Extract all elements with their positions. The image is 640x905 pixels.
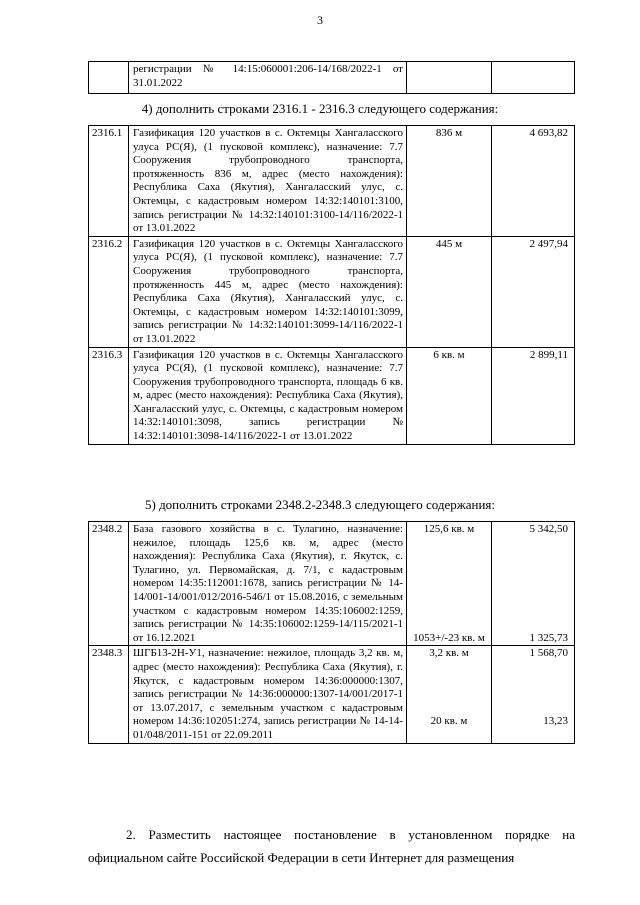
section-5-heading: 5) дополнить строками 2348.2-2348.3 следующего содержания: — [144, 497, 495, 512]
row-value-cell — [492, 522, 575, 646]
object-area: 125,6 кв. м — [423, 523, 475, 535]
land-plot-description: с кадастровым номером 14:35:106002:1259, запись регистрации № 14:35:106002:1259-14/115/2021-1 от 16.12.2021 — [133, 604, 404, 644]
row-number-cell: 2348.2 — [89, 522, 129, 646]
row-quantity-cell — [407, 62, 492, 94]
land-plot-area: 1053+/-23 кв. м — [413, 631, 485, 644]
land-plot-value: 1 325,73 — [529, 631, 568, 644]
row-description-cell: Газификация 120 участков в с. Октемцы Хангаласского улуса РС(Я), (1 пусковой комплекс), назначение: 7.7 Сооружения трубопроводного транспорта, площадь 6 кв. м, адрес (место нахождения): Республика Саха (Якутия), Хангаласский улус, с. Октемцы, с кадастровым номером 14:32:140101:3098, запись регистрации № 14:32:140101:3098-14/116/2022-1 от 13.01.2022 — [129, 347, 407, 444]
page-number: 3 — [317, 13, 323, 27]
section-4-heading: 4) дополнить строками 2316.1 - 2316.3 следующего содержания: — [141, 101, 499, 116]
table-row — [89, 522, 575, 646]
table-row — [89, 347, 575, 444]
row-number-cell: 2316.1 — [89, 126, 129, 237]
row-number-cell — [89, 62, 129, 94]
row-quantity-cell: 6 кв. м — [407, 347, 492, 444]
object-value: 5 342,50 — [529, 523, 568, 535]
row-description-cell: Газификация 120 участков в с. Октемцы Хангаласского улуса РС(Я), (1 пусковой комплекс), назначение: 7.7 Сооружения трубопроводного транспорта, протяженность 445 м, адрес (место нахождения): Республика Саха (Якутия), Хангаласский улус, с. Октемцы, с кадастровым номером 14:32:140101:3099, запись регистрации № 14:32:140101:3099-14/116/2022-1 от 13.01.2022 — [129, 236, 407, 347]
table-row — [89, 126, 575, 237]
row-number-cell: 2316.3 — [89, 347, 129, 444]
row-value-cell — [492, 62, 575, 94]
row-description-cell — [129, 646, 407, 743]
row-number-cell: 2348.3 — [89, 646, 129, 743]
row-number-cell: 2316.2 — [89, 236, 129, 347]
section-5-table — [88, 521, 575, 744]
land-plot-area: 20 кв. м — [430, 714, 468, 727]
row-quantity-cell — [407, 522, 492, 646]
row-value-cell: 2 899,11 — [492, 347, 575, 444]
land-plot-description: 14:36:102051:274, запись регистрации № 14-14-01/048/2011-151 от 22.09.2011 — [133, 715, 403, 741]
row-description-cell: Газификация 120 участков в с. Октемцы Хангаласского улуса РС(Я), (1 пусковой комплекс), назначение: 7.7 Сооружения трубопроводного транспорта, протяженность 836 м, адрес (место нахождения): Республика Саха (Якутия), Хангаласский улус, с. Октемцы, с кадастровым номером 14:32:140101:3100, запись регистрации № 14:32:140101:3100-14/116/2022-1 от 13.01.2022 — [129, 126, 407, 237]
table-row — [89, 236, 575, 347]
object-description: ШГБ13-2Н-У1, назначение: нежилое, площадь 3,2 кв. м, адрес (место нахождения): Республика Саха (Якутия), г. Якутск, с кадастровым номером 14:36:000000:1307, запись регистрации № 14:36:000000:1307-14/001/2017-1 от 13.07.2017, с земельным участком с кадастровым номером — [133, 647, 403, 728]
object-area: 3,2 кв. м — [429, 647, 469, 660]
table-row — [89, 62, 575, 94]
row-quantity-cell — [407, 646, 492, 743]
closing-paragraph: 2. Разместить настоящее постановление в установленном порядке на официальном сайте Российской Федерации в сети Интернет для размещения — [88, 827, 575, 865]
row-value-cell: 2 497,94 — [492, 236, 575, 347]
land-plot-value: 13,23 — [543, 714, 568, 727]
section-4-table — [88, 125, 575, 445]
table-row — [89, 646, 575, 743]
row-quantity-cell: 445 м — [407, 236, 492, 347]
continuation-table — [88, 61, 575, 94]
row-description-cell — [129, 522, 407, 646]
row-value-cell: 4 693,82 — [492, 126, 575, 237]
object-value: 1 568,70 — [529, 647, 568, 660]
row-quantity-cell: 836 м — [407, 126, 492, 237]
object-description: База газового хозяйства в с. Тулагино, назначение: нежилое, площадь 125,6 кв. м, адрес (место нахождения): Республика Саха (Якутия), г. Якутск, с. Тулагино, ул. Первомайская, д. 7/1, с кадастровым номером 14:35:112001:1678, запись регистрации № 14-14/001-14/001/012/2016-546/1 от 15.08.2016, с земельным участком — [133, 523, 403, 617]
row-value-cell — [492, 646, 575, 743]
row-description-cell: регистрации № 14:15:060001:206-14/168/2022-1 от 31.01.2022 — [129, 62, 407, 94]
